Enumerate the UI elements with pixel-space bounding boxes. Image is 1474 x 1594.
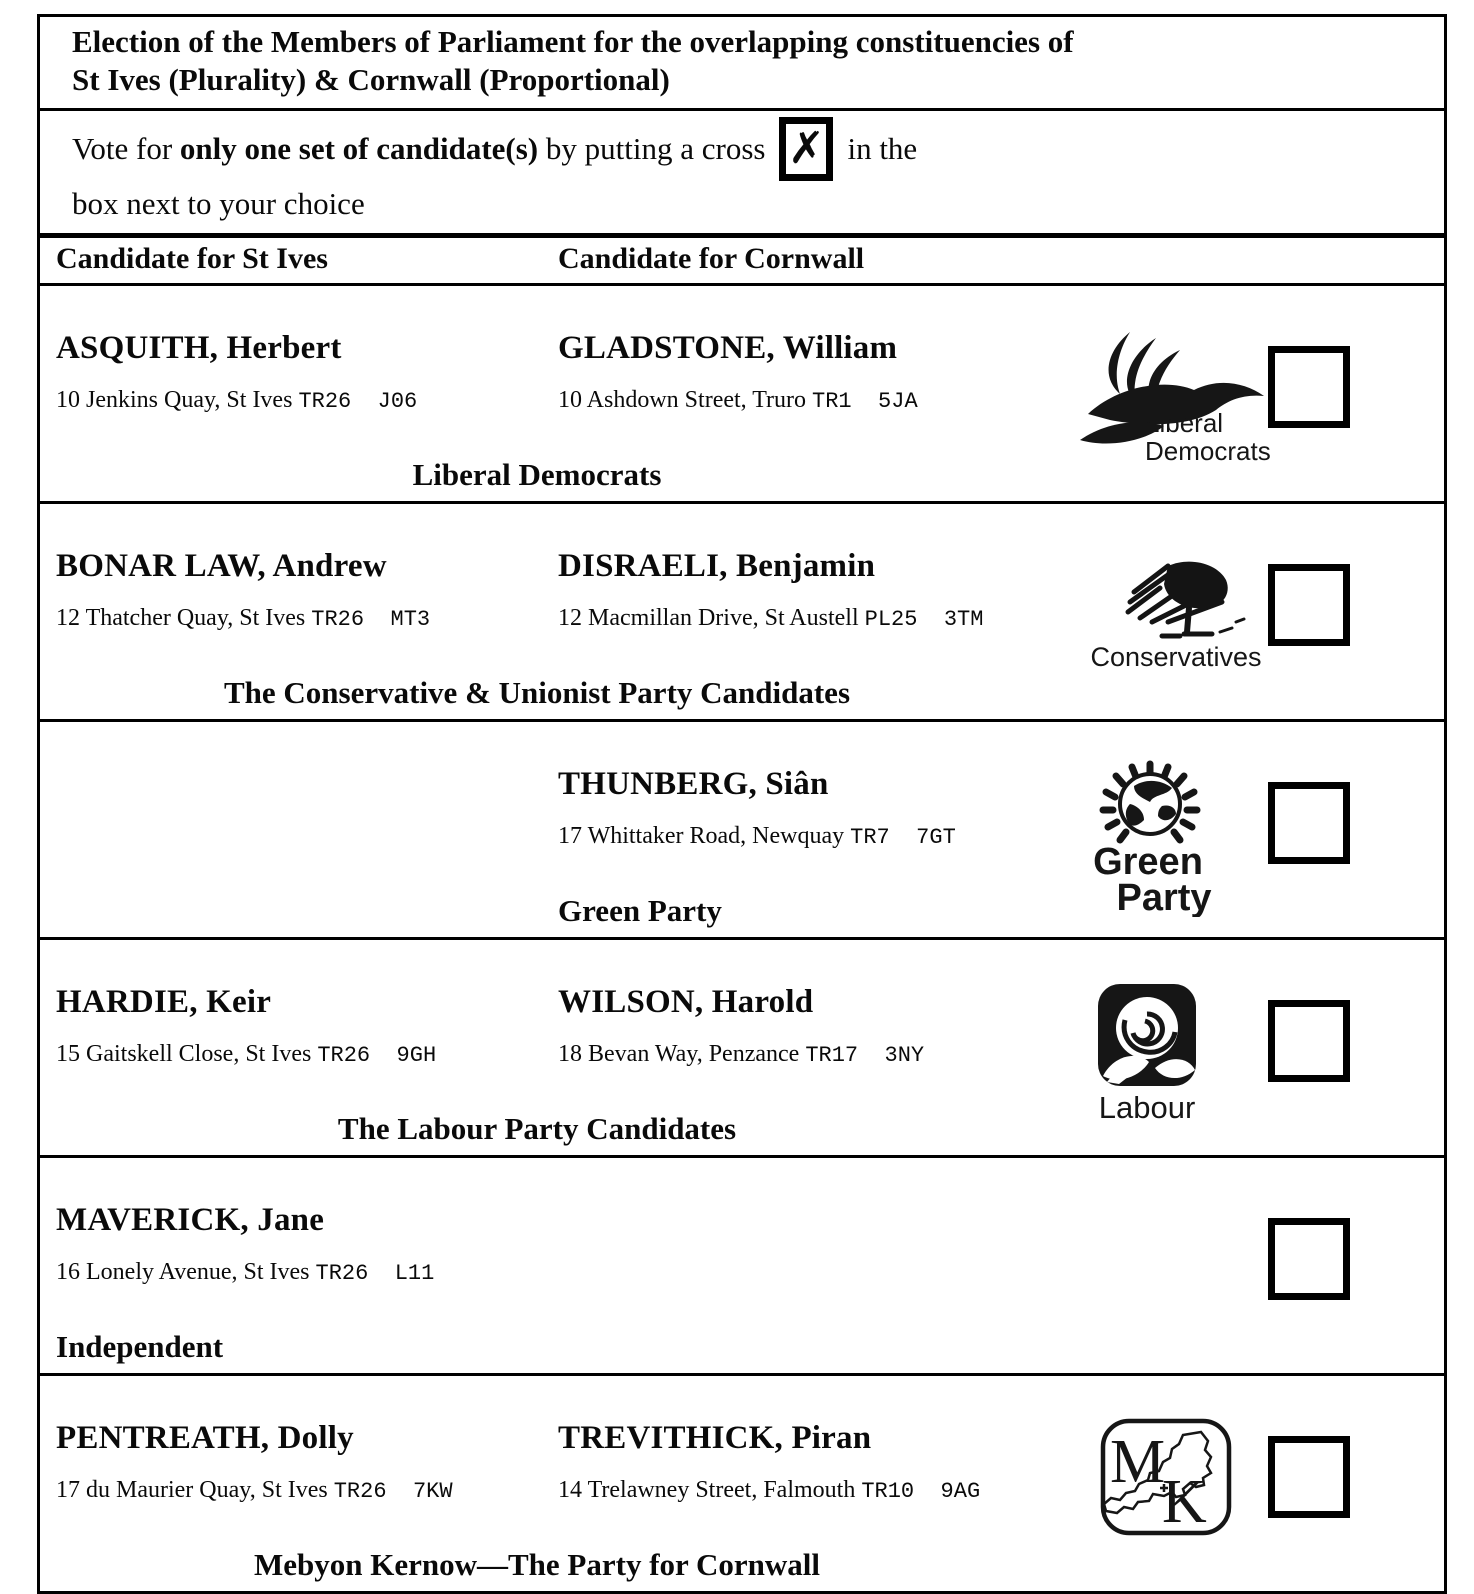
candidate-address: 17 du Maurier Quay, St Ives [56, 1477, 334, 1503]
candidate-row-liberal-democrats [40, 286, 1444, 504]
mk-logo-letter-k: K [1162, 1468, 1207, 1536]
candidate-address: 15 Gaitskell Close, St Ives [56, 1041, 318, 1067]
party-description: The Labour Party Candidates [337, 1111, 737, 1146]
candidate-address: 12 Thatcher Quay, St Ives [56, 605, 312, 631]
candidate-name: DISRAELI, Benjamin [558, 548, 876, 584]
candidate-address: 18 Bevan Way, Penzance [558, 1041, 806, 1067]
candidate-st-ives [56, 1202, 434, 1286]
mk-map-icon [1058, 1418, 1243, 1540]
candidate-row-labour [40, 940, 1444, 1158]
mebyon-kernow-logo [1058, 1418, 1243, 1540]
candidate-row-mebyon-kernow [40, 1376, 1444, 1591]
candidate-cornwall [558, 766, 956, 850]
candidate-st-ives [56, 548, 430, 632]
candidate-row-conservatives [40, 504, 1444, 722]
candidate-name: GLADSTONE, William [558, 330, 898, 366]
libdem-logo-text-line2: Democrats [1145, 436, 1271, 466]
candidate-cornwall [558, 330, 918, 414]
vote-checkbox[interactable] [1268, 346, 1350, 428]
instruction-text-pre: Vote for [72, 131, 180, 167]
candidate-address: 10 Ashdown Street, Truro [558, 387, 813, 413]
candidate-address: 12 Macmillan Drive, St Austell [558, 605, 865, 631]
instruction-text-after: in the [847, 131, 918, 167]
column-headers [40, 238, 1444, 286]
candidate-name: WILSON, Harold [558, 984, 814, 1020]
candidate-st-ives [56, 330, 417, 414]
candidate-cornwall [558, 548, 983, 632]
candidate-cornwall [558, 984, 924, 1068]
column-header-st-ives: Candidate for St Ives [56, 242, 328, 275]
conservatives-logo-text: Conservatives [1090, 642, 1262, 672]
instruction-text-bold: only one set of candidate(s) [179, 131, 539, 167]
conservatives-logo [1070, 554, 1270, 676]
conservative-tree-icon [1070, 554, 1270, 676]
party-description: Independent [56, 1329, 224, 1364]
candidate-row-independent [40, 1158, 1444, 1376]
ballot-title [40, 17, 1444, 111]
candidate-name: BONAR LAW, Andrew [56, 548, 387, 584]
candidate-name: THUNBERG, Siân [558, 766, 829, 802]
labour-rose-icon [1055, 976, 1240, 1126]
candidate-address: 14 Trelawney Street, Falmouth [558, 1477, 862, 1503]
green-logo-text-line1: Green [1093, 841, 1203, 883]
cross-example-icon [779, 117, 833, 181]
party-description: Mebyon Kernow—The Party for Cornwall [254, 1547, 820, 1582]
vote-checkbox[interactable] [1268, 1218, 1350, 1300]
candidate-name: PENTREATH, Dolly [56, 1420, 354, 1456]
libdem-logo-text-line1: Liberal [1145, 408, 1224, 438]
candidate-postcode: TR10 9AG [861, 1479, 981, 1504]
ballot-title-line2: St Ives (Plurality) & Cornwall (Proportional) [72, 62, 670, 97]
column-header-cornwall: Candidate for Cornwall [558, 242, 865, 275]
vote-checkbox[interactable] [1268, 782, 1350, 864]
party-description: The Conservative & Unionist Party Candidates [223, 675, 851, 710]
party-description: Green Party [558, 893, 722, 928]
candidate-st-ives [56, 984, 436, 1068]
candidate-postcode: TR26 9GH [317, 1043, 437, 1068]
candidate-name: TREVITHICK, Piran [558, 1420, 872, 1456]
mk-logo-letter-m: M [1110, 1428, 1166, 1496]
candidate-name: ASQUITH, Herbert [56, 330, 342, 366]
green-party-logo [1050, 752, 1250, 917]
candidate-name: HARDIE, Keir [56, 984, 272, 1020]
candidate-postcode: TR26 7KW [333, 1479, 453, 1504]
candidate-postcode: TR1 5JA [812, 389, 918, 414]
candidate-postcode: TR26 J06 [298, 389, 418, 414]
candidate-cornwall [558, 1420, 980, 1504]
party-description: Liberal Democrats [412, 457, 662, 492]
candidate-st-ives [56, 1420, 453, 1504]
candidate-name: MAVERICK, Jane [56, 1202, 325, 1238]
vote-checkbox[interactable] [1268, 564, 1350, 646]
candidate-address: 10 Jenkins Quay, St Ives [56, 387, 299, 413]
voting-instruction [40, 111, 1444, 238]
vote-checkbox[interactable] [1268, 1000, 1350, 1082]
labour-logo [1055, 976, 1240, 1126]
candidate-postcode: TR26 MT3 [311, 607, 431, 632]
instruction-text-line2: box next to your choice [72, 186, 365, 221]
green-sunflower-icon [1050, 752, 1250, 917]
candidate-postcode: TR17 3NY [805, 1043, 925, 1068]
candidate-postcode: TR26 L11 [315, 1261, 435, 1286]
green-logo-text-line2: Party [1116, 877, 1212, 917]
libdem-bird-icon [1070, 328, 1285, 468]
cross-glyph: ✗ [788, 123, 825, 174]
candidate-postcode: PL25 3TM [864, 607, 984, 632]
labour-logo-text: Labour [1098, 1090, 1196, 1125]
candidate-row-green-party [40, 722, 1444, 940]
candidate-address: 16 Lonely Avenue, St Ives [56, 1259, 316, 1285]
candidate-address: 17 Whittaker Road, Newquay [558, 823, 851, 849]
instruction-text-mid: by putting a cross [538, 131, 766, 167]
ballot-paper [37, 14, 1447, 1594]
candidate-postcode: TR7 7GT [850, 825, 956, 850]
vote-checkbox[interactable] [1268, 1436, 1350, 1518]
liberal-democrats-logo [1070, 328, 1285, 468]
ballot-title-line1: Election of the Members of Parliament for the overlapping constituencies of [72, 24, 1074, 59]
